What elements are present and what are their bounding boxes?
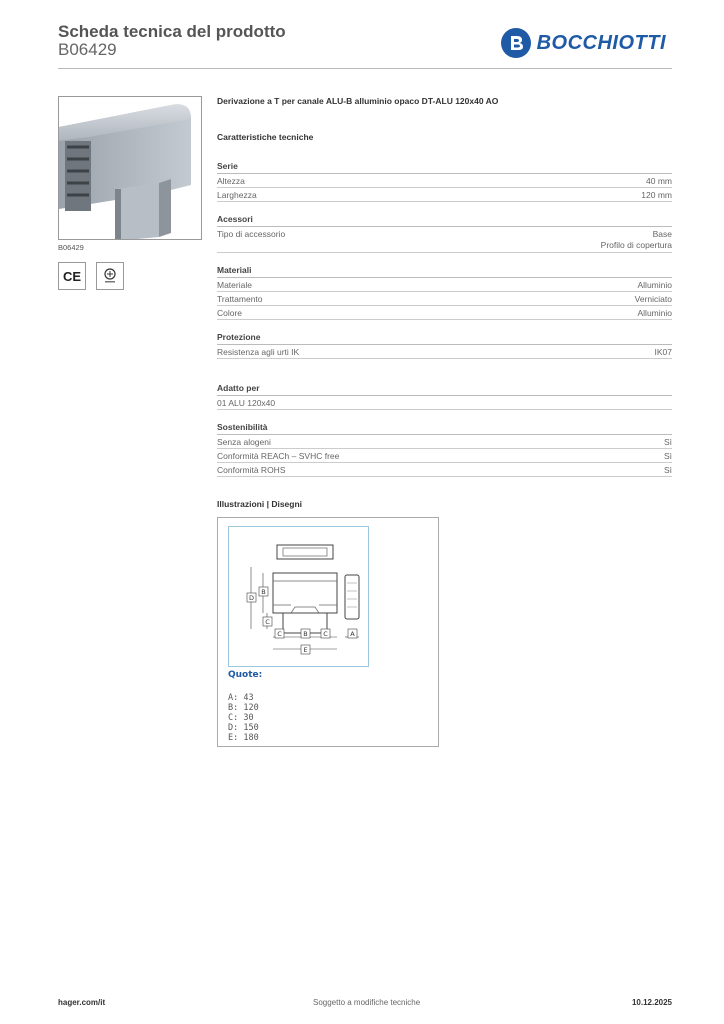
ce-mark: CE: [58, 262, 86, 290]
quote-item: E: 180: [228, 733, 259, 743]
spec-value: Alluminio: [637, 308, 672, 318]
spec-row: [217, 449, 672, 463]
footer-note: Soggetto a modifiche tecniche: [313, 998, 421, 1007]
quote-item: A: 43: [228, 693, 254, 703]
quote-item: D: 150: [228, 723, 259, 733]
dimension-label: B: [303, 630, 308, 638]
brand-name: BOCCHIOTTI: [536, 31, 666, 54]
dimension-label: C: [277, 630, 282, 638]
spec-row: [217, 463, 672, 477]
brand-logo-icon: [501, 28, 531, 58]
spec-group-title: Protezione: [217, 332, 672, 345]
spec-row: [217, 345, 672, 359]
section-title-illustrations: Illustrazioni | Disegni: [217, 499, 303, 509]
quote-title: Quote:: [228, 670, 263, 680]
dimension-label: A: [350, 630, 355, 638]
spec-value: [601, 229, 672, 251]
spec-row: [217, 174, 672, 188]
spec-value: 40 mm: [646, 176, 672, 186]
spec-value: IK07: [654, 347, 672, 357]
spec-label: Altezza: [217, 176, 245, 186]
spec-group-title: Acessori: [217, 214, 672, 227]
product-title: Derivazione a T per canale ALU-B alluminio opaco DT-ALU 120x40 AO: [217, 96, 499, 106]
spec-group-adatto-per: [217, 383, 672, 410]
spec-value: Sì: [663, 465, 672, 475]
spec-label: Materiale: [217, 280, 252, 290]
spec-label: Conformità ROHS: [217, 465, 286, 475]
dimension-label: D: [248, 594, 255, 602]
spec-row: [217, 278, 672, 292]
spec-group-serie: [217, 161, 672, 202]
spec-label: 01 ALU 120x40: [217, 398, 276, 408]
spec-label: Senza alogeni: [217, 437, 271, 447]
spec-value: 120 mm: [641, 190, 672, 200]
quote-item: C: 30: [228, 713, 254, 723]
spec-row: [217, 396, 672, 410]
technical-drawing-panel: [217, 517, 439, 747]
quote-list: [228, 693, 259, 743]
section-title-specs: Caratteristiche tecniche: [217, 132, 314, 142]
dimension-label: B: [261, 588, 266, 596]
footer-date: 10.12.2025: [631, 998, 672, 1007]
spec-row: [217, 306, 672, 320]
spec-label: Conformità REACh – SVHC free: [217, 451, 340, 461]
spec-group-sostenibilita: [217, 422, 672, 477]
spec-value: Sì: [663, 437, 672, 447]
spec-value: Sì: [663, 451, 672, 461]
dimension-label: C: [265, 618, 270, 626]
spec-row: [217, 188, 672, 202]
spec-value: Verniciato: [634, 294, 672, 304]
photo-caption: B06429: [58, 243, 84, 252]
spec-label: Tipo di accessorio: [217, 229, 286, 239]
spec-row: [217, 227, 672, 253]
spec-group-acessori: [217, 214, 672, 253]
spec-row: [217, 292, 672, 306]
spec-value: Alluminio: [637, 280, 672, 290]
product-photo: [58, 96, 202, 240]
dimension-label: C: [323, 630, 328, 638]
spec-value-line: Base: [652, 229, 672, 239]
spec-group-title: Sostenibilità: [217, 422, 672, 435]
imq-mark-icon: [96, 262, 124, 290]
dimension-label: E: [303, 646, 308, 654]
spec-label: Larghezza: [217, 190, 257, 200]
spec-group-materiali: [217, 265, 672, 320]
spec-group-title: Adatto per: [217, 383, 672, 396]
spec-group-title: Serie: [217, 161, 672, 174]
spec-column: [217, 96, 672, 509]
spec-group-title: Materiali: [217, 265, 672, 278]
quote-item: B: 120: [228, 703, 259, 713]
spec-label: Trattamento: [217, 294, 263, 304]
footer-website[interactable]: hager.com/it: [58, 998, 106, 1007]
page-header: [58, 20, 672, 70]
spec-label: Resistenza agli urti IK: [217, 347, 300, 357]
spec-value-line: Profilo di copertura: [600, 240, 672, 250]
product-code: B06429: [58, 40, 117, 59]
document-title: Scheda tecnica del prodotto: [58, 22, 286, 41]
spec-row: [217, 435, 672, 449]
spec-group-protezione: [217, 332, 672, 359]
technical-drawing: [228, 526, 369, 667]
spec-label: Colore: [217, 308, 243, 318]
brand-logo: [501, 28, 666, 58]
header-divider: [58, 68, 672, 69]
